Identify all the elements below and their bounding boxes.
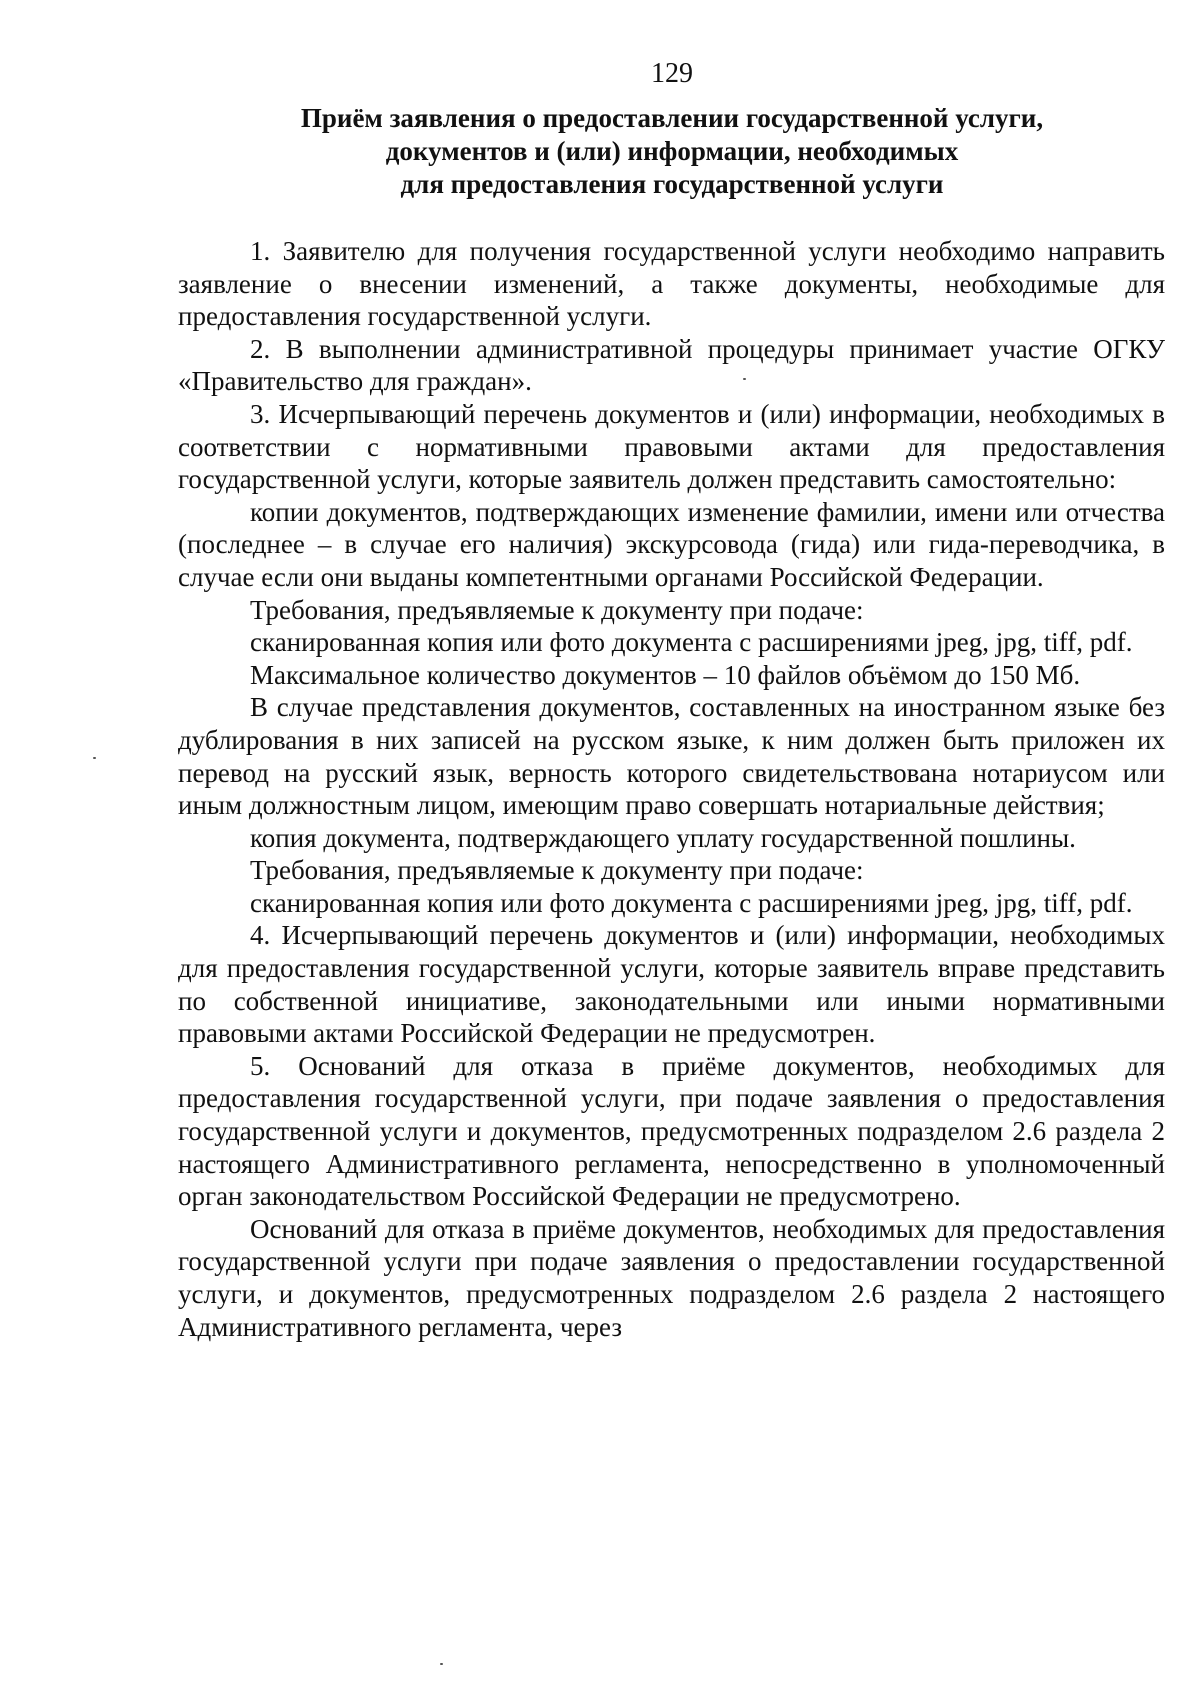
page-number: 129 — [651, 58, 693, 89]
section-title — [180, 102, 1164, 201]
paragraph-3-foreign-language: В случае представления документов, составленных на иностранном языке без дублирования в них записей на русском языке, к ним должен быть приложен их перевод на русский язык, верность которого свидетельствована нотариусом или иным должностным лицом, имеющим право совершать нотариальные действия; — [178, 692, 1165, 821]
section-title-line-3: для предоставления государственной услуги — [400, 169, 944, 199]
paragraph-3-fee-requirements: Требования, предъявляемые к документу при подаче: — [250, 855, 864, 886]
paragraph-3-requirements: Требования, предъявляемые к документу при подаче: — [250, 594, 864, 625]
section-title-line-1: Приём заявления о предоставлении государственной услуги, — [300, 103, 1044, 133]
paragraph-3-scan-formats: сканированная копия или фото документа с расширениями jpeg, jpg, tiff, pdf. — [250, 627, 1133, 658]
paragraph-3-fee-receipt: копия документа, подтверждающего уплату государственной пошлины. — [250, 822, 1076, 853]
paragraph-1: 1. Заявителю для получения государственной услуги необходимо направить заявление о внесении изменений, а также документы, необходимые для предоставления государственной услуги. — [178, 236, 1165, 332]
paragraph-5: 5. Оснований для отказа в приёме документов, необходимых для предоставления государственной услуги, при подаче заявления о предоставления государственной услуги и документов, предусмотренных подразделом 2.6 раздела 2 настоящего Административного регламента, непосредственно в уполномоченный орган законодательством Российской Федерации не предусмотрено. — [178, 1050, 1165, 1212]
paragraph-3: 3. Исчерпывающий перечень документов и (или) информации, необходимых в соответствии с нормативными правовыми актами для предоставления государственной услуги, которые заявитель должен представить самостоятельно: — [178, 398, 1165, 495]
paragraph-3-fee-scan-formats: сканированная копия или фото документа с расширениями jpeg, jpg, tiff, pdf. — [250, 887, 1133, 918]
paragraph-3-copies: копии документов, подтверждающих изменение фамилии, имени или отчества (последнее – в случае его наличия) экскурсовода (гида) или гида-переводчика, в случае если они выданы компетентными органами Российской Федерации. — [178, 496, 1165, 592]
scan-speck — [93, 757, 96, 759]
body-text — [178, 235, 1165, 1343]
scan-speck — [440, 1663, 443, 1665]
paragraph-4: 4. Исчерпывающий перечень документов и (или) информации, необходимых для предоставления государственной услуги, которые заявитель вправе представить по собственной инициативе, законодательными или иными нормативными правовыми актами Российской Федерации не предусмотрен. — [178, 920, 1165, 1049]
paragraph-3-max-files: Максимальное количество документов – 10 файлов объёмом до 150 Мб. — [250, 659, 1081, 690]
paragraph-5-continued: Оснований для отказа в приёме документов, необходимых для предоставления государственной услуги при подаче заявления о предоставлении государственной услуги, и документов, предусмотренных подразделом 2.6 раздела 2 настоящего Административного регламента, через — [178, 1213, 1165, 1342]
section-title-line-2: документов и (или) информации, необходимых — [385, 136, 959, 166]
scan-speck — [743, 378, 746, 380]
paragraph-2: 2. В выполнении административной процедуры принимает участие ОГКУ «Правительство для граждан». — [178, 333, 1165, 397]
